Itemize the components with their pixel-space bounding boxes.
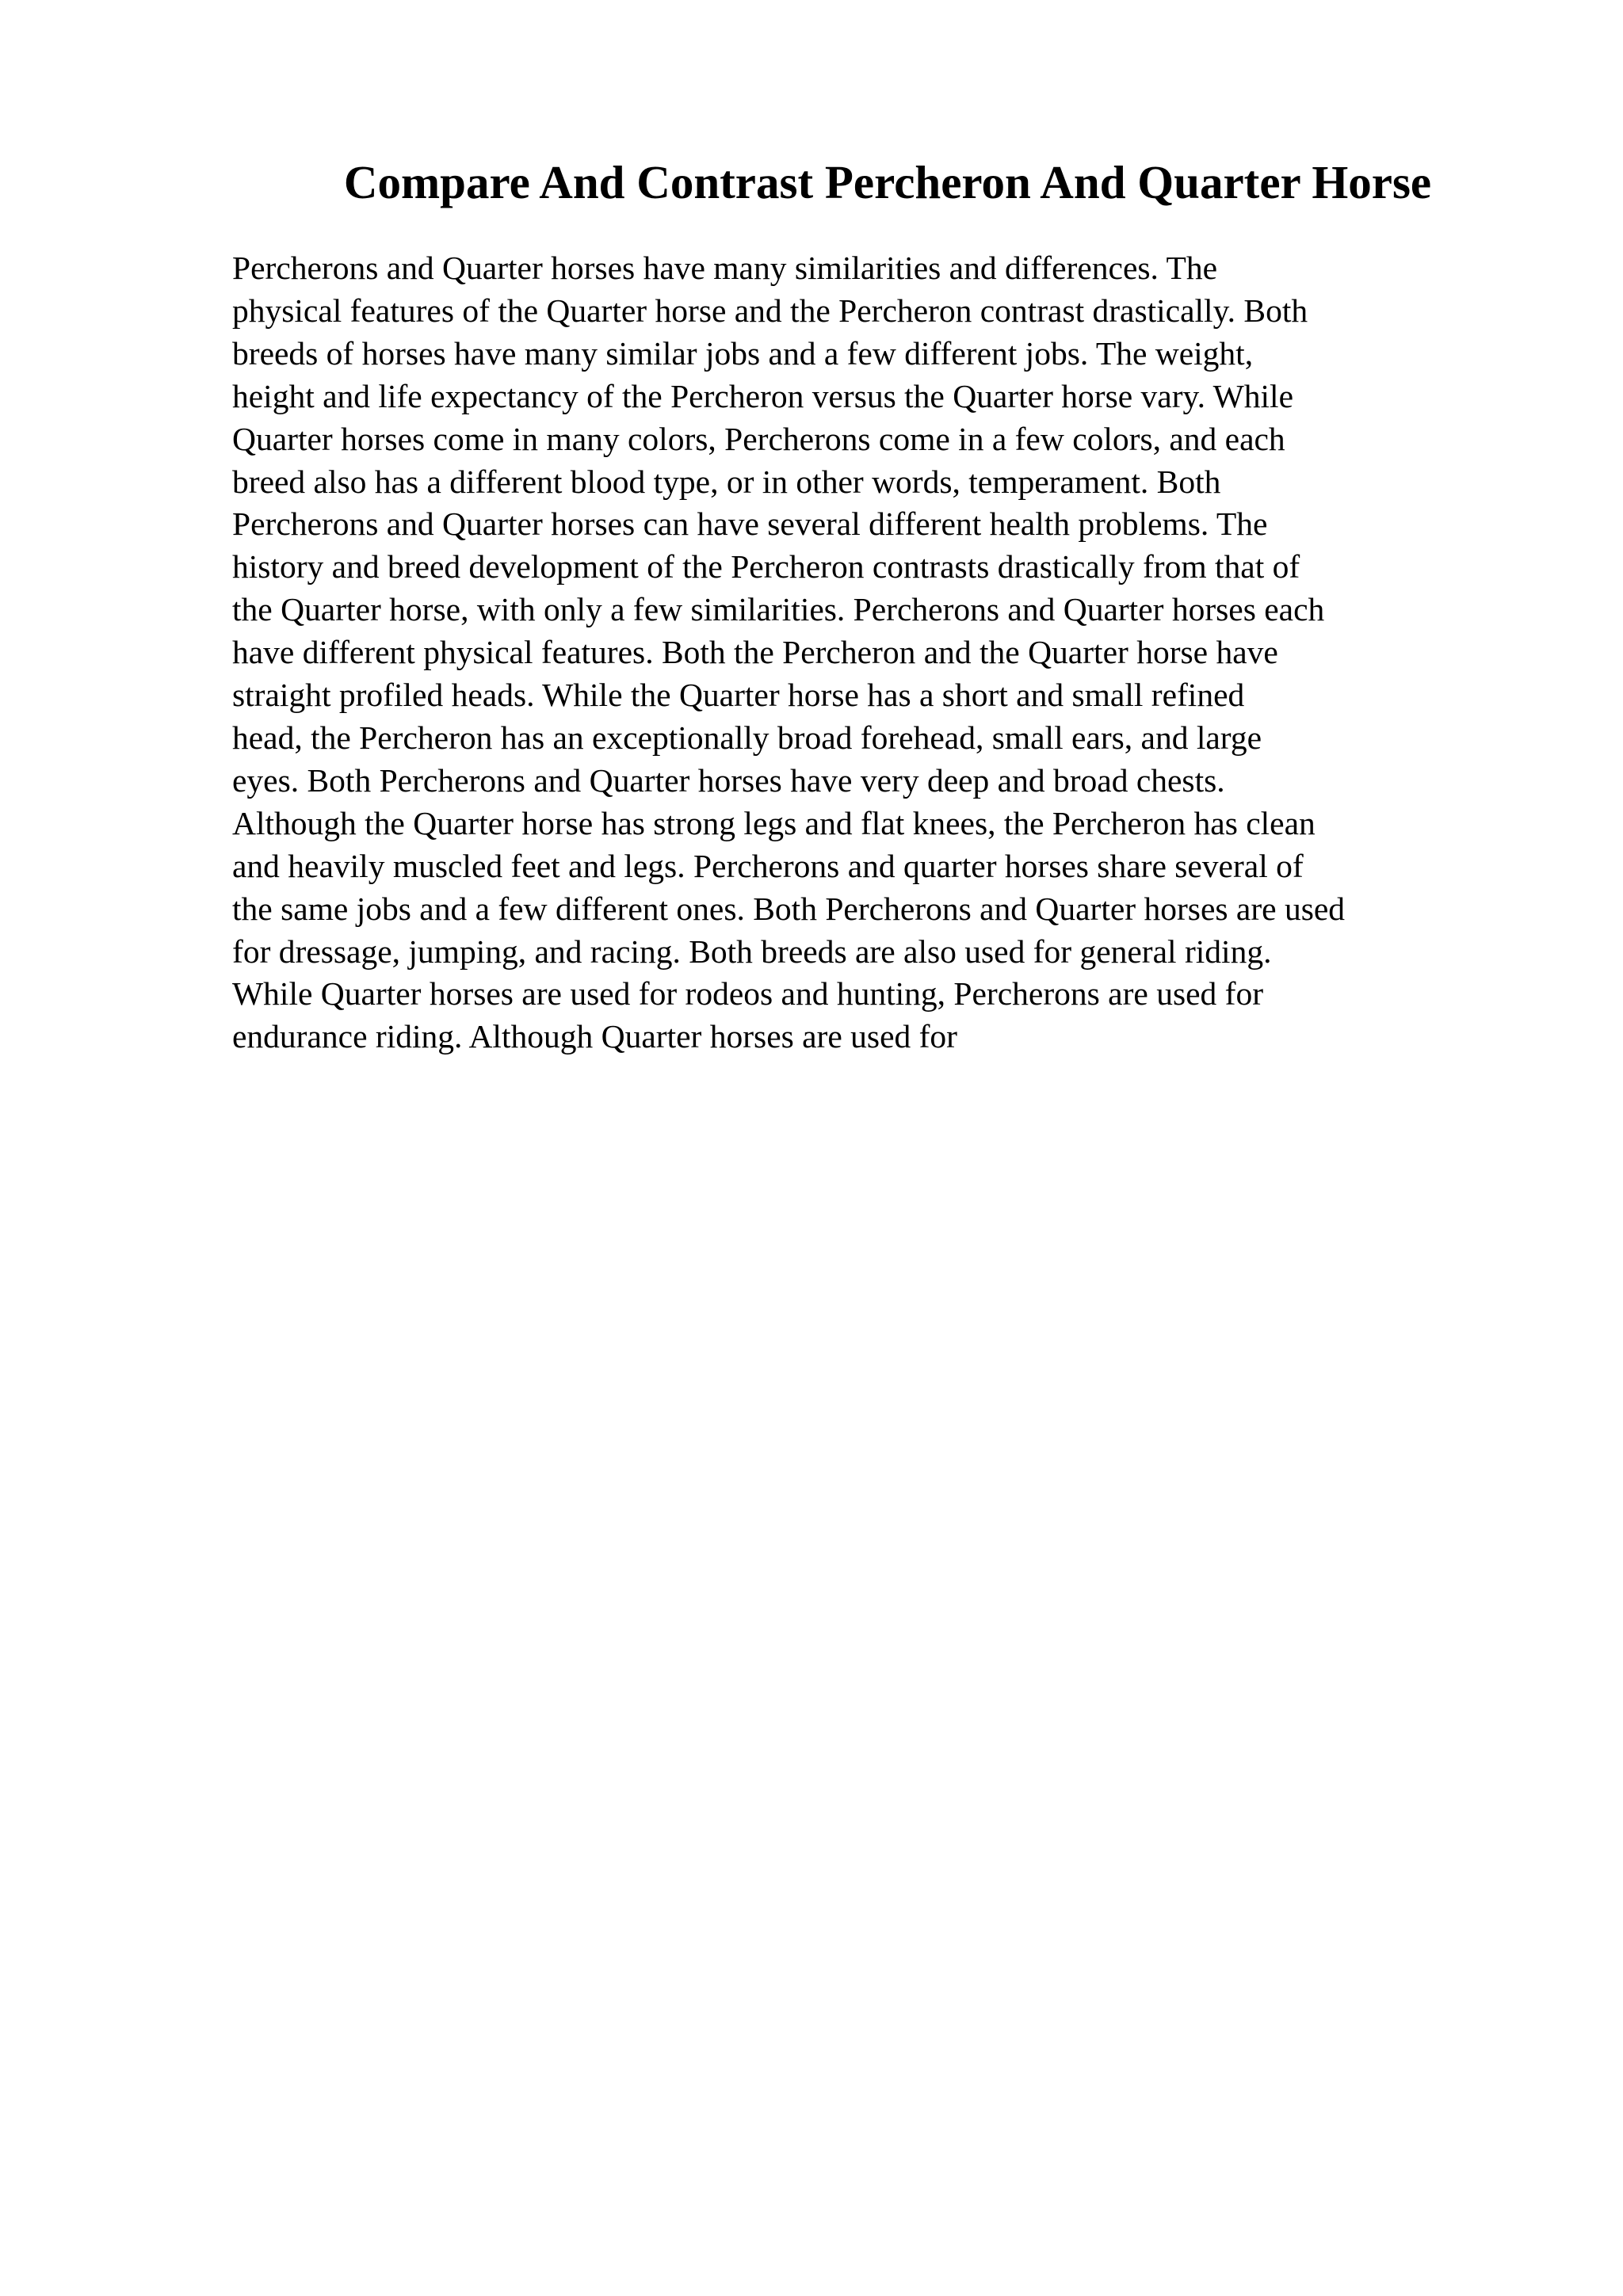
body-line: eyes. Both Percherons and Quarter horses have very deep and broad chests. <box>232 761 1225 799</box>
document-body <box>232 247 1500 1058</box>
body-line: Percherons and Quarter horses have many similarities and differences. The <box>232 250 1218 286</box>
body-line: Percherons and Quarter horses can have several different health problems. The <box>232 505 1268 543</box>
body-line: breed also has a different blood type, or in other words, temperament. Both <box>232 463 1221 500</box>
body-line: endurance riding. Although Quarter horses are used for <box>232 1018 958 1055</box>
body-line: height and life expectancy of the Percheron versus the Quarter horse vary. While <box>232 377 1294 414</box>
body-line: Although the Quarter horse has strong legs and flat knees, the Percheron has clean <box>232 804 1316 841</box>
body-line: While Quarter horses are used for rodeos and hunting, Percherons are used for <box>232 975 1264 1013</box>
body-line: physical features of the Quarter horse and the Percheron contrast drastically. Both <box>232 292 1308 329</box>
body-line: and heavily muscled feet and legs. Percherons and quarter horses share several of <box>232 847 1304 884</box>
body-line: the Quarter horse, with only a few similarities. Percherons and Quarter horses each <box>232 591 1325 628</box>
body-line: breeds of horses have many similar jobs and a few different jobs. The weight, <box>232 334 1254 372</box>
body-line: head, the Percheron has an exceptionally broad forehead, small ears, and large <box>232 719 1262 756</box>
body-line: have different physical features. Both the Percheron and the Quarter horse have <box>232 634 1278 671</box>
body-line: for dressage, jumping, and racing. Both breeds are also used for general riding. <box>232 933 1272 970</box>
body-line: the same jobs and a few different ones. Both Percherons and Quarter horses are used <box>232 890 1346 927</box>
body-line: Quarter horses come in many colors, Percherons come in a few colors, and each <box>232 420 1285 457</box>
body-line: straight profiled heads. While the Quarter horse has a short and small refined <box>232 677 1245 714</box>
document-title: Compare And Contrast Percheron And Quarter Horse <box>343 156 1432 208</box>
body-line: history and breed development of the Percheron contrasts drastically from that of <box>232 548 1300 585</box>
